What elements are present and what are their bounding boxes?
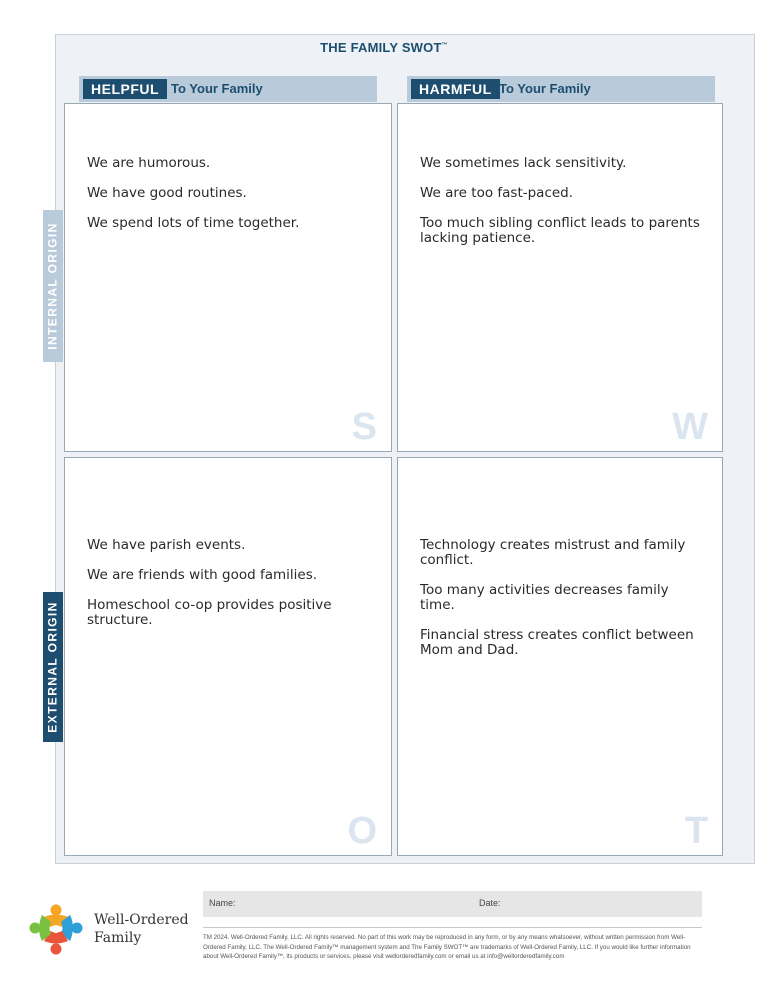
harmful-header [407, 76, 715, 102]
list-item: We sometimes lack sensitivity. [420, 155, 627, 171]
list-item: We spend lots of time together. [87, 215, 300, 231]
list-item: Too much sibling conflict leads to parents lacking patience. [420, 215, 700, 246]
list-item: Homeschool co-op provides positive structure. [87, 597, 332, 628]
list-item: We are friends with good families. [87, 567, 318, 583]
copyright-footer: TM 2024. Well-Ordered Family, LLC. All rights reserved. No part of this work may be reproduced in any form, or by any means whatsoever, without written permission from Well-Ordered Family, LLC. The Well-Ordered Family™ management system and The Family SWOT™ are trademarks of Well-Ordered Family, LLC. If you would like further information about Well-Ordered Family™, its products or services, please visit wellorderedfamily.com or email us at info@wellorderedfamily.com [203, 934, 691, 961]
list-item: We have good routines. [87, 185, 247, 201]
external-origin-label: EXTERNAL ORIGIN [43, 592, 63, 742]
family-logo-icon [26, 901, 86, 957]
list-item: We are humorous. [87, 155, 211, 171]
helpful-subtitle: To Your Family [171, 81, 263, 96]
list-item: Too many activities decreases family time. [420, 582, 669, 613]
logo-wordmark: Well-Ordered Family [94, 912, 189, 946]
footer-divider [203, 927, 702, 928]
internal-origin-label: INTERNAL ORIGIN [43, 210, 63, 362]
name-label: Name: [209, 898, 236, 908]
weaknesses-letter: W [672, 406, 708, 448]
strengths-letter: S [351, 406, 377, 448]
helpful-tag: HELPFUL [83, 79, 167, 99]
name-date-bar [203, 891, 702, 917]
strengths-quadrant[interactable] [64, 103, 392, 452]
list-item: Technology creates mistrust and family conflict. [420, 537, 686, 568]
opportunities-letter: O [347, 810, 377, 852]
harmful-subtitle: To Your Family [499, 81, 591, 96]
harmful-tag: HARMFUL [411, 79, 500, 99]
trademark-mark: ™ [441, 42, 448, 49]
weaknesses-quadrant[interactable] [397, 103, 723, 452]
page-title: THE FAMILY SWOT™ [320, 40, 448, 55]
list-item: Financial stress creates conflict between Mom and Dad. [420, 627, 694, 658]
date-label: Date: [479, 898, 501, 908]
opportunities-quadrant[interactable] [64, 457, 392, 856]
helpful-header [79, 76, 377, 102]
list-item: We are too fast-paced. [420, 185, 574, 201]
threats-quadrant[interactable] [397, 457, 723, 856]
list-item: We have parish events. [87, 537, 246, 553]
threats-letter: T [684, 810, 708, 852]
